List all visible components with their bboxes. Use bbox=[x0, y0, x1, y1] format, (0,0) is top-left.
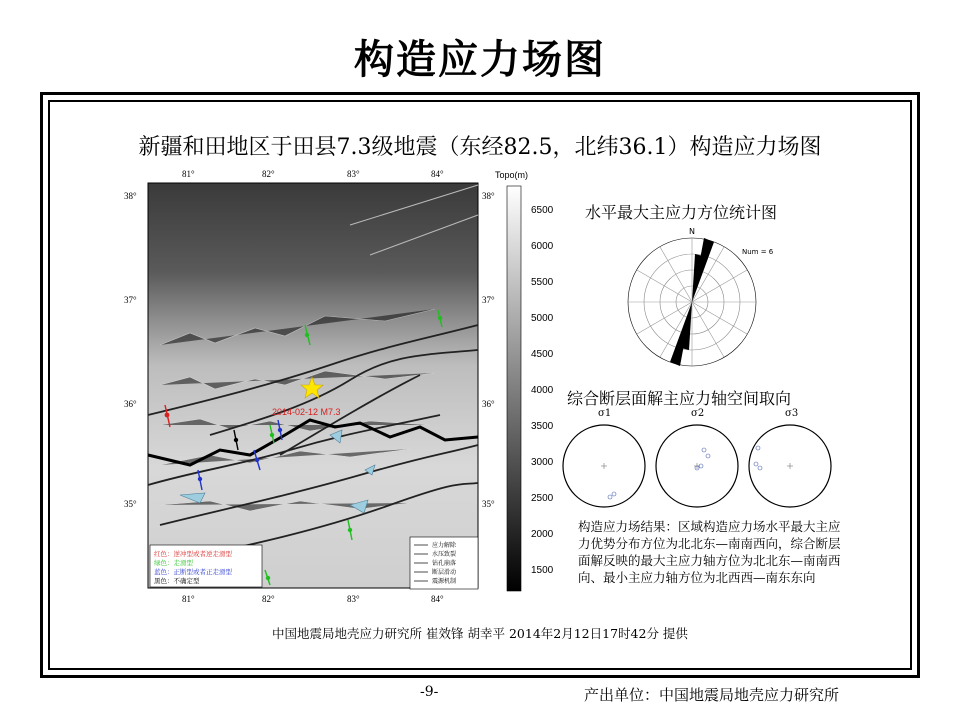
page-number: -9- bbox=[420, 684, 439, 700]
stereonets bbox=[558, 404, 848, 514]
svg-text:3000: 3000 bbox=[531, 457, 554, 468]
svg-text:σ2: σ2 bbox=[691, 408, 705, 419]
svg-text:84°: 84° bbox=[431, 594, 444, 604]
svg-text:震源机制: 震源机制 bbox=[432, 578, 457, 585]
svg-text:2000: 2000 bbox=[531, 529, 554, 540]
stereonet-title: 综合断层面解主应力轴空间取向 bbox=[567, 389, 792, 408]
svg-text:σ1: σ1 bbox=[598, 408, 612, 419]
svg-text:82°: 82° bbox=[262, 594, 275, 604]
svg-text:83°: 83° bbox=[347, 594, 360, 604]
stress-map bbox=[120, 165, 500, 615]
event-label: 2014-02-12 M7.3 bbox=[272, 407, 341, 417]
colorbar-gradient bbox=[507, 186, 521, 591]
svg-text:6500: 6500 bbox=[531, 205, 554, 216]
svg-text:83°: 83° bbox=[347, 169, 360, 179]
svg-text:钻孔崩落: 钻孔崩落 bbox=[432, 560, 457, 567]
rose-count: Num = 6 bbox=[742, 248, 774, 256]
svg-text:6000: 6000 bbox=[531, 241, 554, 252]
svg-text:38°: 38° bbox=[482, 191, 495, 201]
type-legend bbox=[150, 545, 262, 587]
svg-text:σ3: σ3 bbox=[785, 408, 799, 419]
north-label: N bbox=[689, 227, 695, 236]
rose-diagram bbox=[622, 222, 802, 382]
legend-green: 绿色：走滑型 bbox=[154, 559, 193, 567]
figure-credit: 中国地震局地壳应力研究所 崔效锋 胡幸平 2014年2月12日17时42分 提供 bbox=[272, 626, 688, 641]
figure-title: 新疆和田地区于田县7.3级地震（东经82.5，北纬36.1）构造应力场图 bbox=[138, 135, 822, 160]
svg-text:35°: 35° bbox=[124, 499, 137, 509]
legend-red: 红色：逆冲型或者逆走滑型 bbox=[154, 550, 232, 558]
svg-text:37°: 37° bbox=[482, 295, 495, 305]
stereonet-points bbox=[608, 446, 762, 499]
svg-text:84°: 84° bbox=[431, 169, 444, 179]
method-legend bbox=[410, 537, 478, 589]
svg-text:5000: 5000 bbox=[531, 313, 554, 324]
colorbar-label: Topo(m) bbox=[495, 170, 529, 180]
svg-text:断层滑动: 断层滑动 bbox=[432, 569, 457, 576]
svg-text:3500: 3500 bbox=[531, 421, 554, 432]
svg-text:81°: 81° bbox=[182, 594, 195, 604]
svg-text:81°: 81° bbox=[182, 169, 195, 179]
legend-black: 黑色：不确定型 bbox=[154, 577, 200, 585]
slide-title: 构造应力场图 bbox=[354, 37, 606, 83]
svg-text:应力解除: 应力解除 bbox=[432, 542, 457, 549]
svg-text:1500: 1500 bbox=[531, 565, 554, 576]
svg-text:4500: 4500 bbox=[531, 349, 554, 360]
svg-text:36°: 36° bbox=[482, 399, 495, 409]
svg-text:37°: 37° bbox=[124, 295, 137, 305]
svg-text:5500: 5500 bbox=[531, 277, 554, 288]
svg-text:水压致裂: 水压致裂 bbox=[432, 551, 457, 558]
svg-text:4000: 4000 bbox=[531, 385, 554, 396]
colorbar-ticks bbox=[531, 205, 554, 576]
svg-text:36°: 36° bbox=[124, 399, 137, 409]
producer-label: 产出单位：中国地震局地壳应力研究所 bbox=[584, 686, 840, 704]
legend-blue: 蓝色：正断型或者正走滑型 bbox=[154, 568, 232, 576]
result-text: 构造应力场结果：区域构造应力场水平最大主应力优势分布方位为北北东—南南西向，综合断层面解反映的最大主应力轴方位为北北东—南南西向、最小主应力轴方位为北西西—南东东向 bbox=[578, 519, 841, 585]
svg-text:82°: 82° bbox=[262, 169, 275, 179]
rose-title: 水平最大主应力方位统计图 bbox=[585, 203, 778, 222]
topo-colorbar bbox=[495, 170, 565, 595]
svg-text:38°: 38° bbox=[124, 191, 137, 201]
svg-text:35°: 35° bbox=[482, 499, 495, 509]
svg-text:2500: 2500 bbox=[531, 493, 554, 504]
